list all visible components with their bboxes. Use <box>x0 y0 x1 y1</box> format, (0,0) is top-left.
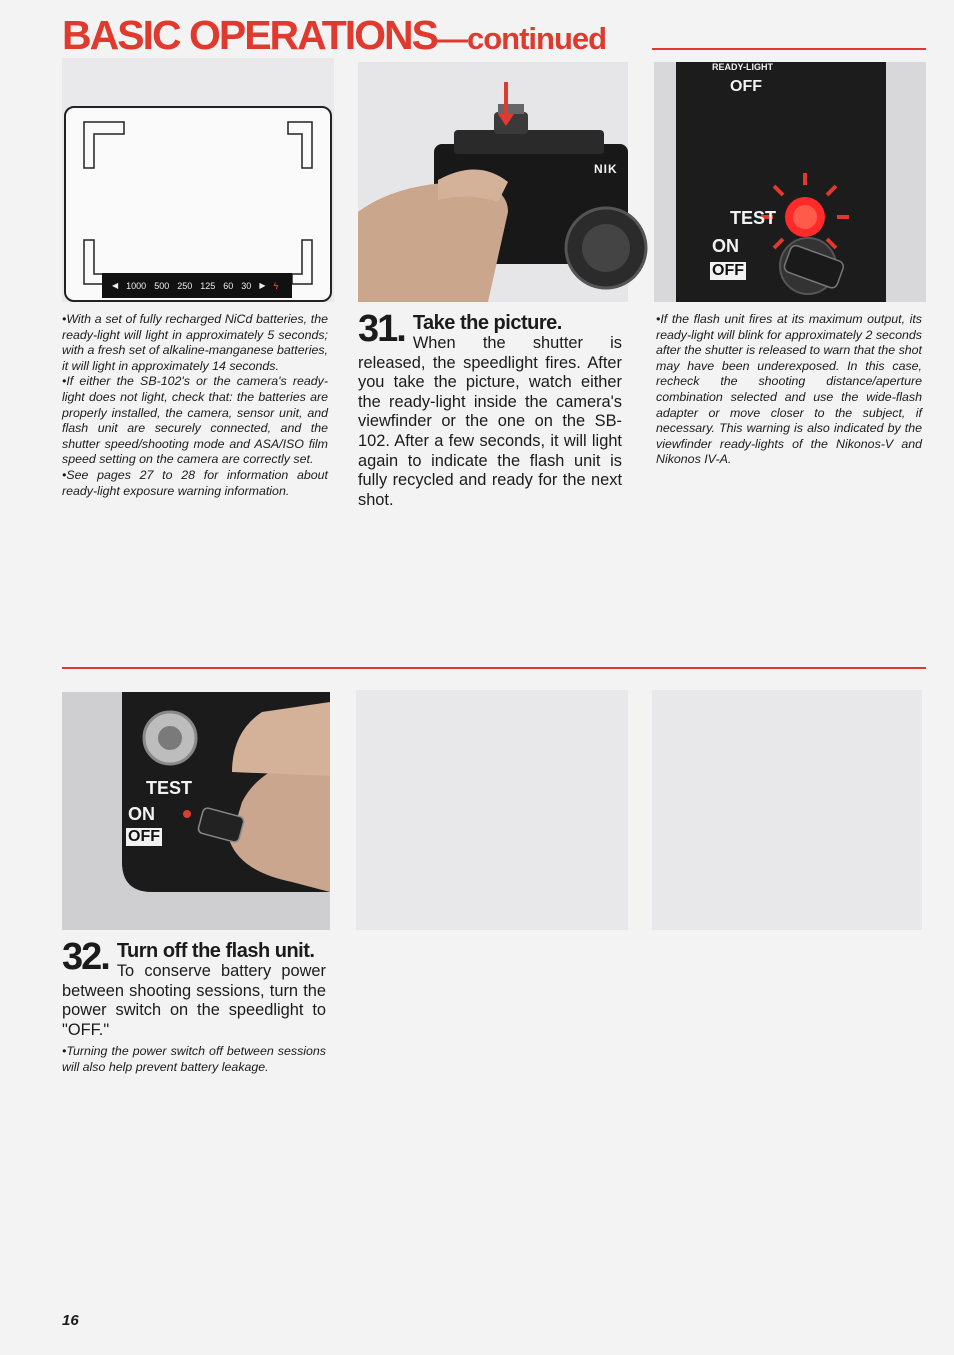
step-32 <box>62 936 326 1076</box>
step-31 <box>358 308 622 510</box>
power-switch-knob-icon <box>772 230 852 296</box>
step-32-note-text: Turning the power switch off between sessions will also help prevent battery leakage. <box>62 1044 326 1074</box>
page-number: 16 <box>62 1312 79 1329</box>
note-page-reference-text: See pages 27 to 28 for information about ready-light exposure warning information. <box>62 467 328 498</box>
flash-test-label: TEST <box>730 208 777 228</box>
note-battery-time: •With a set of fully recharged NiCd batteries, the ready-light will light in approximately 5 seconds; with a fresh set of alkaline-manganese batteries, it will light in approximately 14 seconds. <box>62 312 328 373</box>
blink-warning-notes <box>656 312 922 468</box>
step-31-body: When the shutter is released, the speedlight fires. After you take the picture, watch either the ready-light inside the camera's viewfinder or the one on the SB-102. After a few seconds, it will light again to indicate the flash unit is fully recycled and ready for the next shot. <box>358 334 622 509</box>
shutter-speed-1000: 1000 <box>126 280 147 291</box>
flash-controls-photo <box>654 62 926 302</box>
viewfinder-frame <box>64 106 332 302</box>
page-title-main: BASIC OPERATIONS <box>62 12 437 58</box>
page-title <box>62 12 606 62</box>
page-title-suffix: —continued <box>437 21 607 56</box>
viewfinder-panel <box>62 58 334 302</box>
right-triangle-icon: ▶ <box>259 281 266 290</box>
note-page-reference: •See pages 27 to 28 for information about ready-light exposure warning information. <box>62 467 328 498</box>
switch-test-label: TEST <box>146 778 193 798</box>
step-32-title: Turn off the flash unit. <box>116 940 315 962</box>
flash-bolt-icon: ϟ <box>273 280 279 291</box>
left-triangle-icon: ◀ <box>112 281 119 290</box>
switch-on-label: ON <box>128 804 155 824</box>
shutter-speed-60: 60 <box>223 280 234 291</box>
shutter-speed-250: 250 <box>177 280 193 291</box>
flash-on-label: ON <box>712 236 739 256</box>
power-switch-illustration <box>62 692 330 930</box>
switch-off-label: OFF <box>128 828 160 845</box>
step-32-note: •Turning the power switch off between sessions will also help prevent battery leakage. <box>62 1044 326 1074</box>
camera-illustration <box>358 62 628 302</box>
ready-light-notes <box>62 312 328 499</box>
shutter-speed-500: 500 <box>154 280 170 291</box>
flash-off-label: OFF <box>730 78 762 95</box>
camera-photo <box>358 62 628 302</box>
power-switch-photo <box>62 692 330 930</box>
note-ready-light-check-text: If either the SB-102's or the camera's ready-light does not light, check that: the batteries are properly installed, the camera, sensor unit, and flash unit are securely connected, and the shutter speed/shooting mode and ASA/ISO film speed setting on the camera are correctly set. <box>62 374 328 467</box>
ready-light-label: READY-LIGHT <box>712 62 774 72</box>
step-32-number: 32. <box>62 936 109 978</box>
note-blink-warning: •If the flash unit fires at its maximum output, its ready-light will blink for approximately 2 seconds after the shutter is released to warn that the shot may have been underexposed. In this case, recheck the shooting distance/aperture combination selected and use the wide-flash adapter or move closer to the subject, if necessary. This warning is also indicated by the viewfinder ready-lights of the Nikonos-V and Nikonos IV-A. <box>656 312 922 467</box>
shutter-speed-125: 125 <box>200 280 216 291</box>
faded-photo-middle <box>356 690 628 930</box>
note-blink-warning-text: If the flash unit fires at its maximum output, its ready-light will blink for approximately 2 seconds after the shutter is released to warn that the shot may have been underexposed. In this case, recheck the shooting distance/aperture combination selected and use the wide-flash adapter or move closer to the subject, if necessary. This warning is also indicated by the viewfinder ready-lights of the Nikonos-V and Nikonos IV-A. <box>656 312 922 467</box>
viewfinder-readout-bar <box>102 273 292 298</box>
note-battery-time-text: With a set of fully recharged NiCd batteries, the ready-light will light in approximately 5 seconds; with a fresh set of alkaline-manganese batteries, it will light in approximately 14 seconds. <box>62 312 328 373</box>
step-31-title: Take the picture. <box>412 312 562 334</box>
header-rule <box>652 48 926 50</box>
flash-off-boxed-label: OFF <box>712 262 744 279</box>
faded-photo-right <box>652 690 922 930</box>
shutter-speed-30: 30 <box>241 280 252 291</box>
step-32-body: To conserve battery power between shooting sessions, turn the power switch on the speedlight to "OFF." <box>62 962 326 1039</box>
camera-brand-label: NIK <box>594 162 618 176</box>
step-31-number: 31. <box>358 308 405 350</box>
viewfinder-brackets <box>66 108 330 300</box>
note-ready-light-check: •If either the SB-102's or the camera's ready-light does not light, check that: the batteries are properly installed, the camera, sensor unit, and flash unit are securely connected, and the shutter speed/shooting mode and ASA/ISO film speed setting on the camera are correctly set. <box>62 374 328 467</box>
section-divider <box>62 667 926 669</box>
